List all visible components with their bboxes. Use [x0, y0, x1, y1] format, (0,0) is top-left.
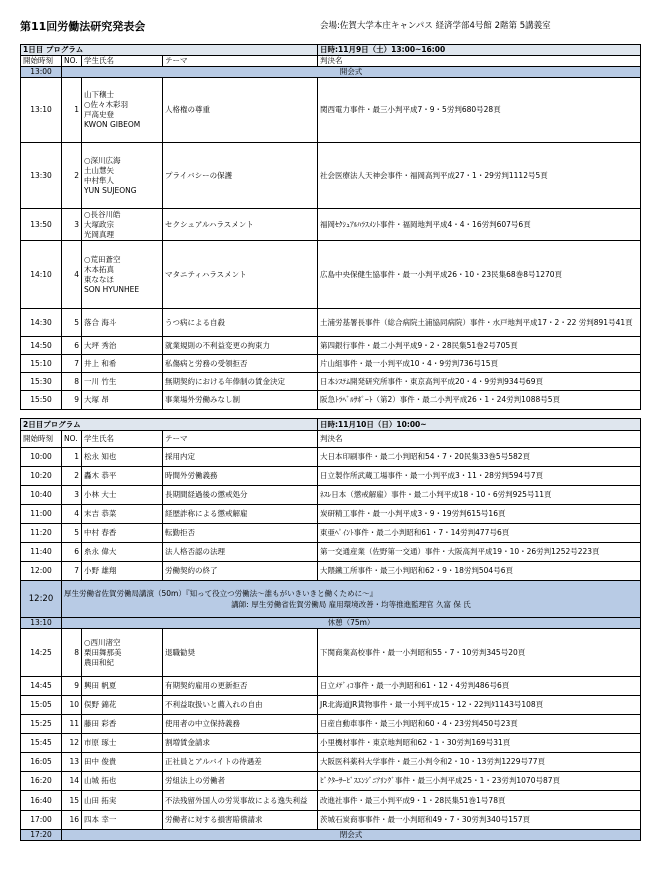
- case-name: 土浦労基署長事件（総合病院土浦協同病院）事件・水戸地判平成17・2・22 労判891号41頁: [318, 309, 641, 337]
- day2-session-row: [21, 811, 641, 830]
- student-name: 山下穣士: [84, 90, 114, 99]
- session-time: 14:45: [21, 677, 62, 696]
- column-time: 開始時刻: [21, 56, 62, 67]
- student-name: ○佐々木彩羽: [84, 100, 129, 109]
- case-name: ﾋﾞｸﾀｰｻｰﾋﾞｽｴﾝｼﾞﾆｱﾘﾝｸﾞ事件・最三小判平成25・1・23労判1070号87頁: [318, 772, 641, 791]
- column-student: 学生氏名: [82, 431, 163, 448]
- column-time: 開始時刻: [21, 431, 62, 448]
- day2-session-row: [21, 524, 641, 543]
- session-theme: プライバシーの保護: [163, 143, 318, 209]
- day2-session-row: [21, 448, 641, 467]
- session-theme: マタニティハラスメント: [163, 241, 318, 309]
- student-names: [82, 715, 163, 734]
- session-no: 15: [62, 791, 82, 811]
- student-name: 中村 春香: [84, 528, 117, 537]
- student-name: 藤田 彩香: [84, 719, 117, 728]
- session-theme: 労働契約の終了: [163, 562, 318, 581]
- student-names: [82, 811, 163, 830]
- session-theme: うつ病による自殺: [163, 309, 318, 337]
- column-theme: テーマ: [163, 431, 318, 448]
- case-name: 茨城石炭商事事件・最一小判昭和49・7・30労判340号157頁: [318, 811, 641, 830]
- day2-datetime: 日時:11月10日（日）10:00~: [318, 419, 641, 431]
- session-no: 4: [62, 505, 82, 524]
- student-name: 大塚 昂: [84, 395, 109, 404]
- case-name: 阪急ﾄﾗﾍﾞﾙｻﾎﾟｰﾄ（第2）事件・最二小判平成26・1・24労判1088号5頁: [318, 391, 641, 410]
- student-name: 戸高史登: [84, 110, 114, 119]
- opening-ceremony-row: [21, 67, 641, 78]
- session-time: 11:00: [21, 505, 62, 524]
- column-no: NO.: [62, 431, 82, 448]
- case-name: JR北海道JR貨物事件・最一小判平成15・12・22判ﾀ1143号108頁: [318, 696, 641, 715]
- session-time: 15:45: [21, 734, 62, 753]
- student-names: [82, 677, 163, 696]
- session-theme: 労働者に対する損害賠償請求: [163, 811, 318, 830]
- column-case: 判決名: [318, 431, 641, 448]
- case-name: 東亜ﾍﾟｲﾝﾄ事件・最二小判昭和61・7・14労判477号6頁: [318, 524, 641, 543]
- case-name: 片山組事件・最一小判平成10・4・9労判736号15頁: [318, 355, 641, 373]
- session-time: 15:25: [21, 715, 62, 734]
- case-name: 日立製作所武蔵工場事件・最一小判平成3・11・28労判594号7頁: [318, 467, 641, 486]
- session-time: 10:20: [21, 467, 62, 486]
- closing-ceremony-time: 17:20: [21, 830, 62, 841]
- case-name: 広島中央保健生協事件・最一小判平成26・10・23民集68巻8号1270頁: [318, 241, 641, 309]
- session-theme: 長期間経過後の懲戒処分: [163, 486, 318, 505]
- day2-column-header-row: [21, 431, 641, 448]
- case-name: ﾈｽﾚ日本（懲戒解雇）事件・最二小判平成18・10・6労判925号11頁: [318, 486, 641, 505]
- student-names: [82, 78, 163, 143]
- student-name: SON HYUNHEE: [84, 284, 140, 294]
- student-names: [82, 337, 163, 355]
- session-theme: 労組法上の労働者: [163, 772, 318, 791]
- session-no: 16: [62, 811, 82, 830]
- session-no: 8: [62, 629, 82, 677]
- student-names: [82, 772, 163, 791]
- case-name: 福岡ｾｸｼｭｱﾙﾊﾗｽﾒﾝﾄ事件・福岡地判平成4・4・16労判607号6頁: [318, 209, 641, 241]
- case-name: 日本ｼｽﾃﾑ開発研究所事件・東京高判平成20・4・9労判934号69頁: [318, 373, 641, 391]
- day2-session-row: [21, 505, 641, 524]
- break-time: 13:10: [21, 618, 62, 629]
- session-time: 15:50: [21, 391, 62, 410]
- student-names: [82, 629, 163, 677]
- student-name: ○荒田蒼空: [84, 254, 121, 264]
- student-name: 小林 大士: [84, 490, 117, 499]
- day2-session-row: [21, 562, 641, 581]
- closing-ceremony-label: 閉会式: [62, 830, 641, 841]
- session-time: 10:00: [21, 448, 62, 467]
- session-theme: 転勤拒否: [163, 524, 318, 543]
- session-time: 12:00: [21, 562, 62, 581]
- session-no: 13: [62, 753, 82, 772]
- session-no: 12: [62, 734, 82, 753]
- student-name: 市原 琢士: [84, 738, 117, 747]
- session-theme: 採用内定: [163, 448, 318, 467]
- case-name: 小里機材事件・東京地判昭和62・1・30労判169号31頁: [318, 734, 641, 753]
- day1-session-row: [21, 209, 641, 241]
- day1-session-row: [21, 241, 641, 309]
- case-name: 大日本印刷事件・最二小判昭和54・7・20民集33巻5号582頁: [318, 448, 641, 467]
- session-time: 14:30: [21, 309, 62, 337]
- case-name: 下関商業高校事件・最一小判昭和55・7・10労判345号20頁: [318, 629, 641, 677]
- session-no: 3: [62, 486, 82, 505]
- day1-datetime: 日時:11月9日（土）13:00~16:00: [318, 45, 641, 56]
- lecture-title: 厚生労働省佐賀労働局講演（50m）『知って役立つ労働法～誰もがいきいきと働くために～』: [64, 589, 378, 598]
- student-name: 大坪 秀治: [84, 340, 117, 350]
- session-time: 11:20: [21, 524, 62, 543]
- day1-label: 1日目 プログラム: [21, 45, 318, 56]
- session-no: 3: [62, 209, 82, 241]
- day1-session-row: [21, 373, 641, 391]
- day2-session-row: [21, 753, 641, 772]
- session-theme: 事業場外労働みなし制: [163, 391, 318, 410]
- session-no: 6: [62, 543, 82, 562]
- day2-session-row: [21, 791, 641, 811]
- student-names: [82, 373, 163, 391]
- case-name: 改進社事件・最三小判平成9・1・28民集51巻1号78頁: [318, 791, 641, 811]
- student-name: 山田 拓実: [84, 795, 117, 805]
- opening-time: 13:00: [21, 67, 62, 78]
- session-time: 16:20: [21, 772, 62, 791]
- session-theme: 割増賃金請求: [163, 734, 318, 753]
- session-time: 13:10: [21, 78, 62, 143]
- session-theme: 不法残留外国人の労災事故による逸失利益: [163, 791, 318, 811]
- day1-header-row: [21, 45, 641, 56]
- header: [20, 18, 640, 34]
- student-name: 小野 雄翔: [84, 566, 117, 575]
- student-name: 光岡真理: [84, 229, 114, 239]
- student-name: 東ななほ: [84, 274, 114, 284]
- student-name: 糸永 偉大: [84, 547, 117, 556]
- column-theme: テーマ: [163, 56, 318, 67]
- session-no: 14: [62, 772, 82, 791]
- lecture-speaker: 講師: 厚生労働省佐賀労働局 雇用環境改善・均等推進監理官 久富 保 氏: [231, 600, 471, 609]
- session-no: 7: [62, 355, 82, 373]
- session-time: 13:50: [21, 209, 62, 241]
- student-name: 土山慧矢: [84, 165, 114, 175]
- session-no: 2: [62, 467, 82, 486]
- day1-session-row: [21, 337, 641, 355]
- case-name: 社会医療法人天神会事件・福岡高判平成27・1・29労判1112号5頁: [318, 143, 641, 209]
- day2-session-row: [21, 467, 641, 486]
- case-name: 第一交通産業（佐野第一交通）事件・大阪高判平成19・10・26労判1252号223頁: [318, 543, 641, 562]
- case-name: 第四銀行事件・最二小判平成9・2・28民集51巻2号705頁: [318, 337, 641, 355]
- day2-session-row: [21, 772, 641, 791]
- lecture-time: 12:20: [21, 581, 62, 618]
- student-name: 興田 帆夏: [84, 681, 117, 690]
- session-theme: 使用者の中立保持義務: [163, 715, 318, 734]
- session-time: 16:05: [21, 753, 62, 772]
- student-name: 田中 俊貴: [84, 757, 117, 766]
- break-label: 休憩（75m）: [62, 618, 641, 629]
- session-no: 1: [62, 448, 82, 467]
- student-names: [82, 734, 163, 753]
- session-theme: 人格権の尊重: [163, 78, 318, 143]
- student-names: [82, 391, 163, 410]
- page-title: 第11回労働法研究発表会: [20, 20, 146, 33]
- venue-label: 会場:佐賀大学本庄キャンパス 経済学部4号館 2階第 5講義室: [320, 21, 551, 31]
- closing-ceremony: [21, 830, 641, 841]
- session-time: 16:40: [21, 791, 62, 811]
- student-name: ○西川渚空: [84, 637, 121, 647]
- lecture-content: [62, 581, 641, 618]
- case-name: 関西電力事件・最三小判平成7・9・5労判680号28頁: [318, 78, 641, 143]
- case-name: 大隈鐵工所事件・最三小判昭和62・9・18労判504号6頁: [318, 562, 641, 581]
- session-no: 7: [62, 562, 82, 581]
- student-name: 末吉 恭菜: [84, 509, 117, 518]
- session-theme: 経歴詐称による懲戒解雇: [163, 505, 318, 524]
- session-no: 1: [62, 78, 82, 143]
- student-names: [82, 486, 163, 505]
- student-name: 農田和紀: [84, 657, 114, 667]
- day2-session-row: [21, 734, 641, 753]
- day2-session-row: [21, 677, 641, 696]
- day1-session-row: [21, 355, 641, 373]
- student-name: 四本 幸一: [84, 815, 117, 824]
- student-names: [82, 543, 163, 562]
- student-name: 轟木 恭平: [84, 471, 117, 480]
- session-time: 17:00: [21, 811, 62, 830]
- session-time: 15:05: [21, 696, 62, 715]
- student-name: 中村隼人: [84, 175, 114, 185]
- case-name: 炭研精工事件・最一小判平成3・9・19労判615号16頁: [318, 505, 641, 524]
- student-names: [82, 209, 163, 241]
- student-names: [82, 562, 163, 581]
- opening-label: 開会式: [62, 67, 641, 78]
- student-names: [82, 791, 163, 811]
- column-case: 判決名: [318, 56, 641, 67]
- day1-column-header-row: [21, 56, 641, 67]
- student-name: YUN SUJEONG: [84, 185, 137, 195]
- session-time: 14:25: [21, 629, 62, 677]
- day1-program-table: [20, 44, 641, 410]
- case-name: 日立ﾒﾃﾞｨｺ事件・最一小判昭和61・12・4労判486号6頁: [318, 677, 641, 696]
- student-names: [82, 696, 163, 715]
- session-no: 2: [62, 143, 82, 209]
- session-time: 11:40: [21, 543, 62, 562]
- day2-program-table: [20, 418, 641, 841]
- student-name: ○長谷川皓: [84, 209, 121, 219]
- session-no: 5: [62, 309, 82, 337]
- student-name: 山城 拓也: [84, 776, 117, 785]
- day2-session-row: [21, 715, 641, 734]
- session-theme: 無期契約における年俸制の賃金決定: [163, 373, 318, 391]
- case-name: 日産自動車事件・最三小判昭和60・4・23労判450号23頁: [318, 715, 641, 734]
- session-no: 4: [62, 241, 82, 309]
- session-time: 10:40: [21, 486, 62, 505]
- student-name: ○深川広海: [84, 155, 121, 165]
- session-theme: セクシュアルハラスメント: [163, 209, 318, 241]
- student-name: 栗田舞那美: [84, 647, 122, 657]
- day2-session-row: [21, 486, 641, 505]
- student-names: [82, 467, 163, 486]
- case-name: 大阪医科薬科大学事件・最三小判令和2・10・13労判1229号77頁: [318, 753, 641, 772]
- session-theme: 就業規則の不利益変更の拘束力: [163, 337, 318, 355]
- day1-session-row: [21, 309, 641, 337]
- session-no: 9: [62, 677, 82, 696]
- day2-session-row: [21, 696, 641, 715]
- day1-session-row: [21, 78, 641, 143]
- column-no: NO.: [62, 56, 82, 67]
- student-name: 落合 海斗: [84, 317, 117, 327]
- student-names: [82, 753, 163, 772]
- session-no: 11: [62, 715, 82, 734]
- student-name: 俣野 錦花: [84, 700, 117, 709]
- day2-session-row: [21, 543, 641, 562]
- student-names: [82, 241, 163, 309]
- session-time: 14:50: [21, 337, 62, 355]
- session-theme: 退職勧奨: [163, 629, 318, 677]
- day1-session-row: [21, 143, 641, 209]
- session-time: 15:10: [21, 355, 62, 373]
- lecture-row: [21, 581, 641, 618]
- student-names: [82, 505, 163, 524]
- student-names: [82, 143, 163, 209]
- day1-session-row: [21, 391, 641, 410]
- session-time: 13:30: [21, 143, 62, 209]
- session-theme: 私傷病と労務の受領拒否: [163, 355, 318, 373]
- student-name: KWON GIBEOM: [84, 120, 141, 129]
- student-name: 大塚政宗: [84, 219, 114, 229]
- column-student: 学生氏名: [82, 56, 163, 67]
- session-no: 10: [62, 696, 82, 715]
- day2-label: 2日目プログラム: [21, 419, 318, 431]
- session-no: 6: [62, 337, 82, 355]
- student-name: 木本拓真: [84, 264, 114, 274]
- session-no: 9: [62, 391, 82, 410]
- student-names: [82, 524, 163, 543]
- session-theme: 正社員とアルバイトの待遇差: [163, 753, 318, 772]
- student-names: [82, 355, 163, 373]
- session-theme: 法人格否認の法理: [163, 543, 318, 562]
- day2-session-row: [21, 629, 641, 677]
- session-time: 14:10: [21, 241, 62, 309]
- student-name: 井上 和希: [84, 358, 117, 368]
- session-no: 5: [62, 524, 82, 543]
- session-theme: 時間外労働義務: [163, 467, 318, 486]
- session-theme: 有期契約雇用の更新拒否: [163, 677, 318, 696]
- break: [21, 618, 641, 629]
- session-theme: 不利益取扱いと薦入れの自由: [163, 696, 318, 715]
- student-names: [82, 309, 163, 337]
- student-name: 一川 竹生: [84, 376, 117, 386]
- session-time: 15:30: [21, 373, 62, 391]
- student-name: 松永 知也: [84, 452, 117, 461]
- day2-header-row: [21, 419, 641, 431]
- student-names: [82, 448, 163, 467]
- session-no: 8: [62, 373, 82, 391]
